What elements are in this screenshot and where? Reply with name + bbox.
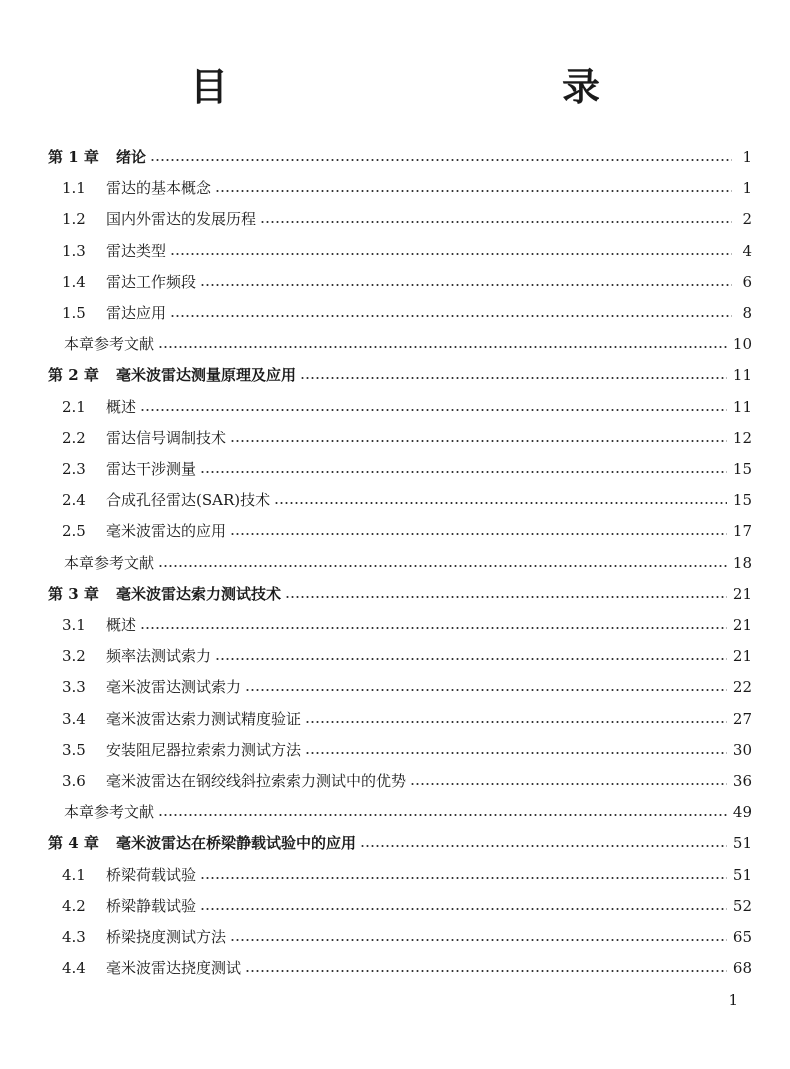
toc-entry-title: 毫米波雷达索力测试精度验证 — [106, 709, 302, 728]
page-number: 1 — [728, 991, 738, 1009]
toc-section-entry — [62, 516, 752, 546]
toc-entry-title: 毫米波雷达的应用 — [106, 522, 227, 541]
toc-entry-title: 本章参考文献 — [64, 335, 155, 354]
dot-leader — [360, 845, 727, 847]
toc-entry-number: 4.3 — [62, 928, 86, 946]
toc-entry-page: 12 — [732, 428, 752, 447]
toc-entry-number: 1.5 — [62, 304, 86, 322]
toc-entry-title: 绪论 — [116, 148, 147, 166]
toc-entry-number: 4.1 — [62, 865, 86, 884]
toc-section-entry — [62, 454, 752, 484]
toc-entry-page: 6 — [742, 272, 752, 291]
toc-entry-number: 3.1 — [62, 616, 86, 634]
toc-section-entry — [62, 173, 752, 203]
toc-entry-title: 毫米波雷达在钢绞线斜拉索索力测试中的优势 — [106, 772, 407, 790]
dot-leader — [200, 908, 727, 910]
toc-entry-number: 4.4 — [62, 959, 86, 978]
dot-leader — [410, 783, 727, 785]
dot-leader — [230, 533, 727, 535]
toc-section-entry — [62, 735, 752, 765]
toc-entry-page: 21 — [732, 584, 752, 603]
toc-entry-number: 第 3 章 — [48, 584, 99, 603]
toc-entry-title: 毫米波雷达挠度测试 — [106, 959, 242, 978]
toc-entry-title: 本章参考文献 — [64, 553, 155, 572]
toc-entry-title: 概述 — [106, 397, 137, 416]
dot-leader — [170, 315, 732, 317]
toc-entry-number: 第 1 章 — [48, 148, 99, 166]
toc-chapter-entry — [48, 579, 752, 609]
toc-entry-page: 51 — [732, 865, 752, 884]
toc-entry-page: 17 — [732, 522, 752, 541]
toc-entry-number: 第 2 章 — [48, 366, 99, 385]
dot-leader — [300, 377, 727, 379]
toc-chapter-entry — [48, 142, 752, 172]
toc-entry-page: 21 — [732, 647, 752, 666]
toc-entry-page: 21 — [732, 616, 752, 634]
dot-leader — [200, 284, 732, 286]
dot-leader — [305, 721, 727, 723]
dot-leader — [274, 502, 727, 504]
toc-entry-page: 22 — [732, 678, 752, 697]
toc-entry-number: 3.5 — [62, 740, 86, 759]
toc-entry-title: 雷达工作频段 — [106, 272, 197, 291]
dot-leader — [305, 752, 727, 754]
toc-references-entry — [64, 797, 752, 827]
dot-leader — [260, 221, 732, 223]
toc-entry-page: 15 — [732, 491, 752, 510]
toc-entry-page: 65 — [732, 928, 752, 946]
toc-entry-page: 27 — [732, 709, 752, 728]
toc-entry-title: 雷达信号调制技术 — [106, 428, 227, 447]
toc-entry-number: 2.5 — [62, 522, 86, 541]
toc-entry-number: 1.3 — [62, 241, 86, 260]
toc-chapter-entry — [48, 828, 752, 858]
toc-entry-page: 51 — [732, 834, 752, 853]
toc-entry-title: 雷达干涉测量 — [106, 460, 197, 478]
toc-entry-number: 2.4 — [62, 491, 86, 510]
toc-entry-title: 雷达类型 — [106, 241, 167, 260]
toc-entry-page: 8 — [742, 304, 752, 322]
toc-entry-number: 4.2 — [62, 896, 86, 915]
dot-leader — [245, 689, 727, 691]
toc-entry-number: 3.6 — [62, 772, 86, 790]
toc-entry-number: 3.3 — [62, 678, 86, 697]
toc-section-entry — [62, 704, 752, 734]
toc-references-entry — [64, 329, 752, 359]
toc-section-entry — [62, 641, 752, 671]
toc-section-entry — [62, 267, 752, 297]
toc-section-entry — [62, 423, 752, 453]
toc-entry-page: 11 — [732, 397, 752, 416]
toc-entry-number: 2.3 — [62, 460, 86, 478]
toc-entry-page: 36 — [732, 772, 752, 790]
toc-section-entry — [62, 891, 752, 921]
toc-entry-title: 雷达的基本概念 — [106, 179, 212, 198]
toc-entry-page: 1 — [742, 179, 752, 198]
toc-entry-page: 1 — [742, 148, 752, 166]
toc-entry-page: 52 — [732, 896, 752, 915]
toc-section-entry — [62, 610, 752, 640]
toc-entry-number: 2.2 — [62, 428, 86, 447]
toc-entry-page: 49 — [732, 803, 752, 822]
toc-entry-title: 本章参考文献 — [64, 803, 155, 822]
toc-section-entry — [62, 392, 752, 422]
toc-entry-title: 毫米波雷达索力测试技术 — [116, 584, 282, 603]
toc-entry-title: 国内外雷达的发展历程 — [106, 210, 257, 229]
toc-entry-page: 68 — [732, 959, 752, 978]
toc-chapter-entry — [48, 360, 752, 390]
toc-entry-page: 10 — [732, 335, 752, 354]
toc-section-entry — [62, 298, 752, 328]
toc-entry-page: 30 — [732, 740, 752, 759]
dot-leader — [200, 877, 727, 879]
toc-entry-number: 3.4 — [62, 709, 86, 728]
dot-leader — [215, 190, 732, 192]
dot-leader — [170, 253, 732, 255]
toc-entry-number: 1.4 — [62, 272, 86, 291]
dot-leader — [158, 346, 727, 348]
dot-leader — [230, 440, 727, 442]
toc-section-entry — [62, 766, 752, 796]
dot-leader — [140, 627, 727, 629]
toc-entry-title: 桥梁静载试验 — [106, 896, 197, 915]
dot-leader — [285, 596, 727, 598]
toc-entry-title: 安装阻尼器拉索索力测试方法 — [106, 740, 302, 759]
toc-entry-title: 合成孔径雷达(SAR)技术 — [106, 491, 271, 510]
toc-entry-page: 2 — [742, 210, 752, 229]
dot-leader — [230, 939, 727, 941]
dot-leader — [158, 814, 727, 816]
toc-entry-title: 毫米波雷达测试索力 — [106, 678, 242, 697]
toc-entry-page: 15 — [732, 460, 752, 478]
dot-leader — [245, 970, 727, 972]
toc-references-entry — [64, 548, 752, 578]
toc-entry-number: 2.1 — [62, 397, 86, 416]
toc-section-entry — [62, 922, 752, 952]
toc-entry-page: 18 — [732, 553, 752, 572]
toc-entry-number: 1.1 — [62, 179, 86, 198]
page-title: 目 录 — [189, 64, 686, 109]
dot-leader — [150, 159, 732, 161]
toc-entry-number: 3.2 — [62, 647, 86, 666]
toc-entry-title: 概述 — [106, 616, 137, 634]
dot-leader — [200, 471, 727, 473]
toc-section-entry — [62, 953, 752, 983]
toc-entry-number: 第 4 章 — [48, 834, 99, 853]
toc-entry-title: 桥梁荷载试验 — [106, 865, 197, 884]
dot-leader — [215, 658, 727, 660]
toc-section-entry — [62, 860, 752, 890]
dot-leader — [140, 409, 727, 411]
toc-entry-title: 毫米波雷达在桥梁静载试验中的应用 — [116, 834, 357, 853]
toc-entry-title: 雷达应用 — [106, 304, 167, 322]
toc-section-entry — [62, 204, 752, 234]
toc-section-entry — [62, 485, 752, 515]
toc-entry-number: 1.2 — [62, 210, 86, 229]
toc-entry-title: 频率法测试索力 — [106, 647, 212, 666]
toc-entry-page: 4 — [742, 241, 752, 260]
toc-section-entry — [62, 236, 752, 266]
toc-section-entry — [62, 672, 752, 702]
toc-entry-title: 毫米波雷达测量原理及应用 — [116, 366, 297, 385]
dot-leader — [158, 565, 727, 567]
toc-entry-page: 11 — [732, 366, 752, 385]
toc-entry-title: 桥梁挠度测试方法 — [106, 928, 227, 946]
